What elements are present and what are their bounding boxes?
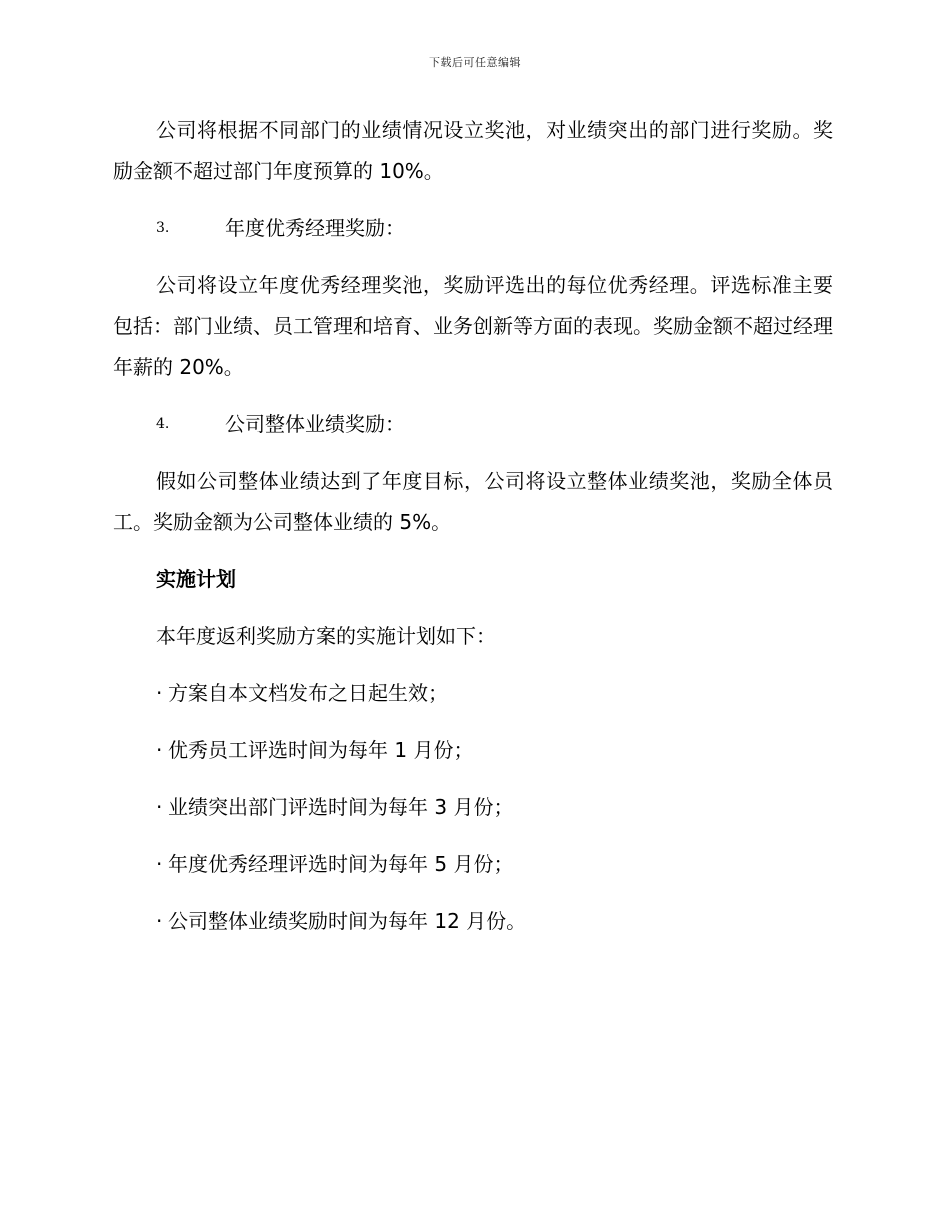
- list-item: [113, 787, 833, 828]
- numbered-heading-title: 公司整体业绩奖励：: [225, 412, 405, 436]
- list-item-text: 公司整体业绩奖励时间为每年 12 月份。: [168, 909, 527, 933]
- paragraph-department-bonus: 公司将根据不同部门的业绩情况设立奖池，对业绩突出的部门进行奖励。奖励金额不超过部门年度预算的 10%。: [113, 118, 833, 183]
- bullet-icon: ·: [156, 852, 163, 876]
- list-item-text: 优秀员工评选时间为每年 1 月份；: [168, 738, 474, 762]
- list-item: [113, 844, 833, 885]
- page-header: 下载后可任意编辑: [429, 56, 521, 69]
- paragraph-company-award: 假如公司整体业绩达到了年度目标，公司将设立整体业绩奖池，奖励全体员工。奖励金额为公司整体业绩的 5%。: [113, 469, 833, 534]
- implementation-intro: 本年度返利奖励方案的实施计划如下：: [156, 624, 496, 648]
- bullet-icon: ·: [156, 909, 163, 933]
- section-heading-implementation: 实施计划: [156, 567, 236, 591]
- numbered-heading-company-award: [113, 404, 833, 445]
- numbered-heading-title: 年度优秀经理奖励：: [225, 216, 405, 240]
- list-item: [113, 730, 833, 771]
- list-item-text: 方案自本文档发布之日起生效；: [168, 681, 448, 705]
- list-item: [113, 673, 833, 714]
- list-item-text: 业绩突出部门评选时间为每年 3 月份；: [168, 795, 514, 819]
- paragraph-manager-award: 公司将设立年度优秀经理奖池，奖励评选出的每位优秀经理。评选标准主要包括：部门业绩、员工管理和培育、业务创新等方面的表现。奖励金额不超过经理年薪的 20%。: [113, 273, 833, 379]
- list-number: 4.: [156, 416, 170, 432]
- bullet-icon: ·: [156, 795, 163, 819]
- document-body: [113, 110, 833, 958]
- bullet-icon: ·: [156, 681, 163, 705]
- implementation-list: [113, 673, 833, 942]
- list-number: 3.: [156, 220, 170, 236]
- bullet-icon: ·: [156, 738, 163, 762]
- list-item: [113, 901, 833, 942]
- list-item-text: 年度优秀经理评选时间为每年 5 月份；: [168, 852, 514, 876]
- numbered-heading-manager-award: [113, 208, 833, 249]
